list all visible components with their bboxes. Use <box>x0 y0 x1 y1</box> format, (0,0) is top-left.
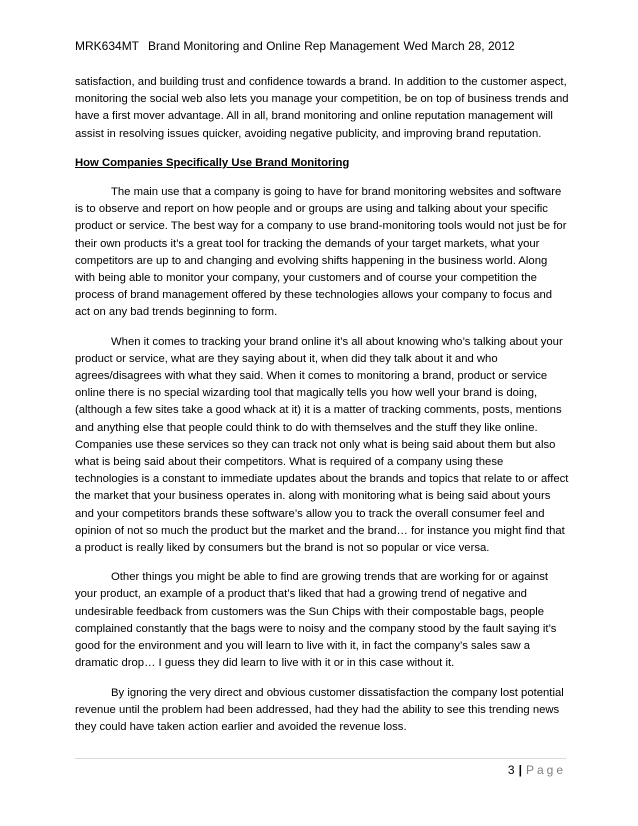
section-heading: How Companies Specifically Use Brand Monitoring <box>75 156 350 169</box>
page-number: 3 <box>507 763 515 777</box>
footer-divider <box>75 758 566 759</box>
course-code: MRK634MT <box>75 39 140 53</box>
page-label: Page <box>525 763 566 777</box>
document-body <box>75 74 569 748</box>
body-paragraph-3: Other things you might be able to find are growing trends that are working for or against your product, an example of a product that’s liked that had a growing trend of negative and undesirable feedback from customers was the Sun Chips with their compostable bags, people complained constantly that the bags were to noisy and the company stood by the fault saying it’s good for the environment and you will learn to live with it, in fact the company’s sales saw a dramatic drop… I guess they did learn to live with it or in this case without it. <box>75 571 557 670</box>
intro-paragraph: satisfaction, and building trust and confidence towards a brand. In addition to the customer aspect, monitoring the social web also lets you manage your competition, be on top of business trends and have a first mover advantage. All in all, brand monitoring and online reputation management will assist in resolving issues quicker, avoiding negative publicity, and improving brand reputation. <box>75 76 569 140</box>
page-footer <box>508 762 566 778</box>
body-paragraph-4: By ignoring the very direct and obvious customer dissatisfaction the company lost potential revenue until the problem had been addressed, had they had the ability to see this trending news they could have taken action earlier and avoided the revenue loss. <box>75 686 564 733</box>
body-paragraph-2: When it comes to tracking your brand online it’s all about knowing who’s talking about your product or service, what are they saying about it, when did they talk about it and who agrees/disagrees with what they said. When it comes to monitoring a brand, product or service online there is no special wizarding tool that magically tells you how well your brand is doing, (although a few sites take a good whack at it) it is a matter of tracking comments, posts, mentions and anything else that people could think to do with themselves and the stuff they like online. Companies use these services so they can track not only what is being said about them but also what is being said about their competitors. What is required of a company using these technologies is a constant to immediate updates about the brands and topics that relate to or affect the market that your business operates in. along with monitoring what is being said about yours and your competitors brands these software’s allow you to track the overall consumer feel and opinion of not so much the product but the market and the brand… for instance you might find that a product is really liked by consumers but the brand is not so popular or vice versa. <box>75 335 569 555</box>
document-title: Brand Monitoring and Online Rep Management <box>148 39 400 53</box>
page-header <box>75 38 575 54</box>
document-date: Wed March 28, 2012 <box>403 39 515 53</box>
page-separator: | <box>518 763 522 777</box>
body-paragraph-1: The main use that a company is going to have for brand monitoring websites and software is to observe and report on how people and or groups are using and talking about your specific product or service. The best way for a company to use brand-monitoring tools would not just be for their own products it’s a great tool for tracking the demands of your target markets, what your competitors are up to and changing and evolving shifts happening in the business world. Along with being able to monitor your company, your customers and of course your competition the process of brand management offered by these technologies allows your company to focus and act on any bad trends beginning to form. <box>75 186 567 319</box>
